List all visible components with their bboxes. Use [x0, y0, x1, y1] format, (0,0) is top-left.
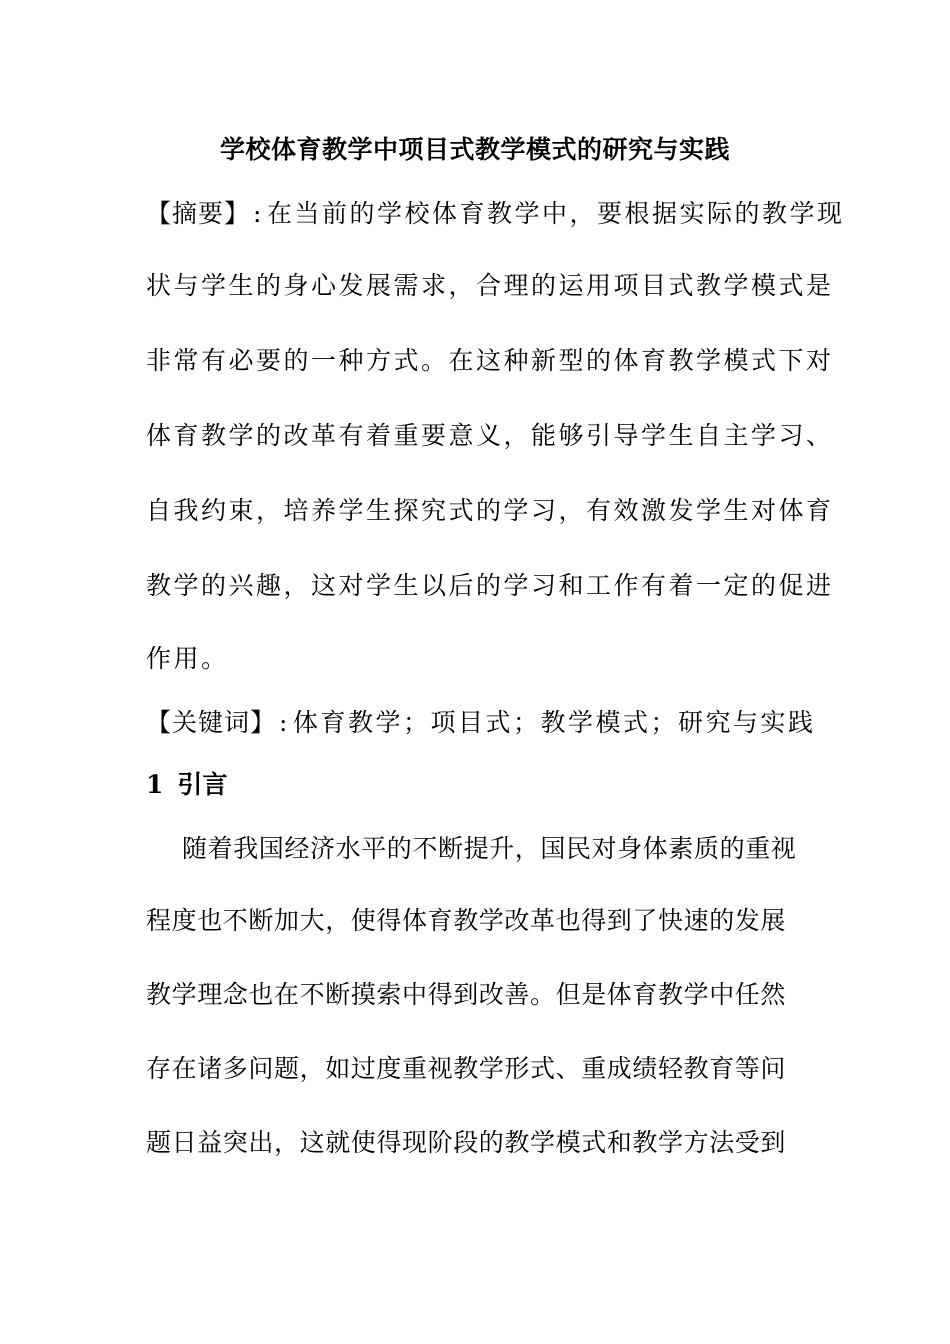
- section-number: 1: [146, 770, 164, 799]
- intro-line-1: 随着我国经济水平的不断提升，国民对身体素质的重视: [182, 834, 797, 863]
- abstract-line-3: 非常有必要的一种方式。在这种新型的体育教学模式下对: [146, 346, 834, 375]
- abstract-line-7: 作用。: [146, 644, 229, 673]
- keywords-colon: :: [279, 708, 290, 737]
- abstract-line-1: [146, 196, 845, 232]
- document-title: 学校体育教学中项目式教学模式的研究与实践: [219, 135, 730, 164]
- section-title: 引言: [177, 770, 228, 799]
- intro-line-2: 程度也不断加大，使得体育教学改革也得到了快速的发展: [146, 906, 787, 935]
- abstract-line-6: 教学的兴趣，这对学生以后的学习和工作有着一定的促进: [146, 571, 834, 600]
- abstract-label: 【摘要】: [146, 199, 251, 228]
- abstract-line-4: 体育教学的改革有着重要意义，能够引导学生自主学习、: [146, 421, 834, 450]
- keywords-line: [146, 705, 826, 741]
- intro-line-3: 教学理念也在不断摸索中得到改善。但是体育教学中任然: [146, 980, 787, 1009]
- intro-line-4: 存在诸多问题，如过度重视教学形式、重成绩轻教育等问: [146, 1054, 787, 1083]
- intro-line-5: 题日益突出，这就使得现阶段的教学模式和教学方法受到: [146, 1128, 787, 1157]
- abstract-text-1: 在当前的学校体育教学中，要根据实际的教学现: [266, 199, 845, 228]
- abstract-line-2: 状与学生的身心发展需求，合理的运用项目式教学模式是: [146, 271, 834, 300]
- section-heading: [146, 767, 227, 803]
- keywords-text: 体育教学；项目式；教学模式；研究与实践: [292, 708, 816, 737]
- keywords-label: 【关键词】: [146, 708, 277, 737]
- abstract-line-5: 自我约束，培养学生探究式的学习，有效激发学生对体育: [146, 496, 834, 525]
- abstract-colon: :: [253, 199, 264, 228]
